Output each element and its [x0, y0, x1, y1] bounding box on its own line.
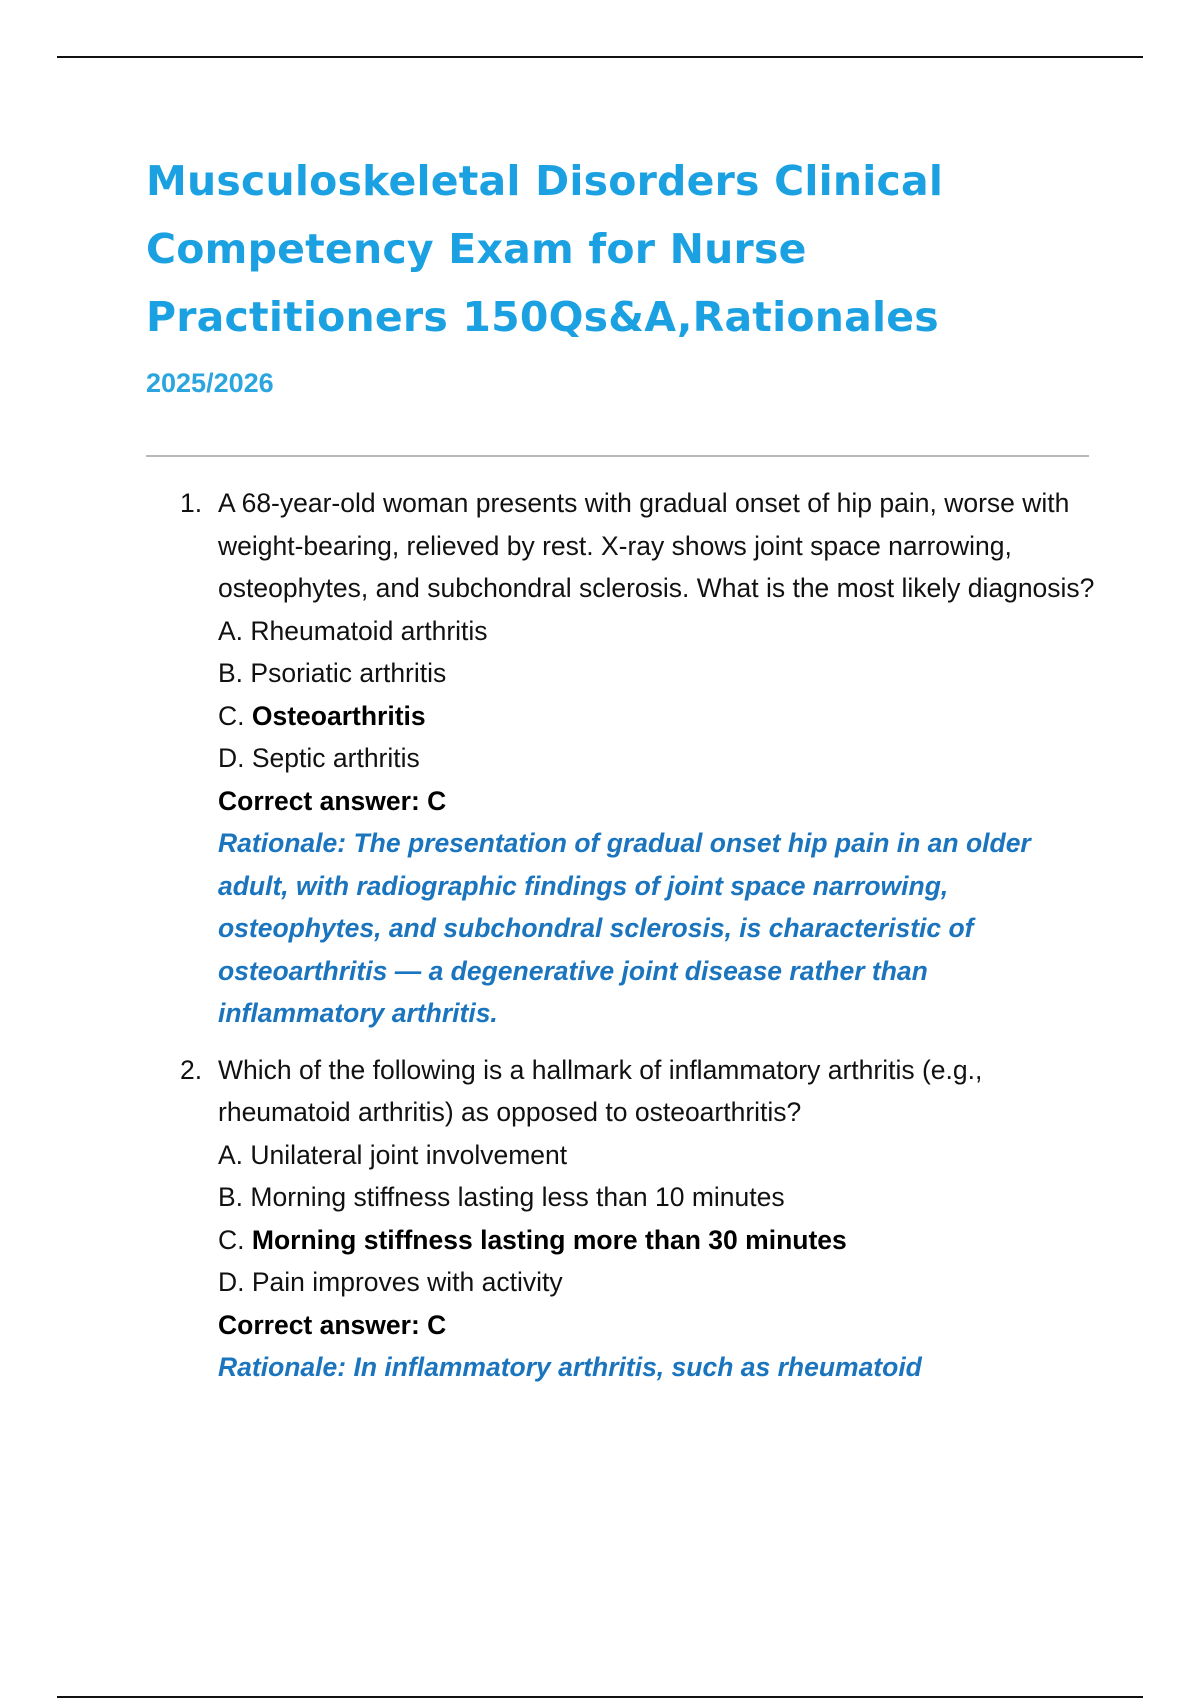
- option-text: Osteoarthritis: [251, 700, 426, 731]
- option-d: [218, 737, 1100, 780]
- option-text: Psoriatic arthritis: [250, 658, 447, 688]
- option-text: Morning stiffness lasting less than 10 minutes: [250, 1182, 785, 1212]
- option-letter: C.: [218, 1224, 245, 1255]
- option-text: Unilateral joint involvement: [250, 1139, 568, 1170]
- option-a: [218, 610, 1100, 653]
- option-text: Pain improves with activity: [251, 1267, 563, 1297]
- page-bottom-rule: [57, 1696, 1143, 1698]
- question-1: [180, 482, 1100, 1035]
- option-c-correct: [218, 1219, 1100, 1262]
- question-list: [180, 482, 1100, 1389]
- option-c-correct: [218, 695, 1100, 738]
- option-text: Morning stiffness lasting more than 30 minutes: [251, 1224, 847, 1255]
- question-stem: Which of the following is a hallmark of inflammatory arthritis (e.g., rheumatoid arthritis) as opposed to osteoarthritis?: [218, 1054, 983, 1127]
- document-title: [146, 147, 1066, 351]
- option-a: [218, 1134, 1100, 1177]
- question-number: 1.: [180, 488, 203, 518]
- rationale: Rationale: The presentation of gradual onset hip pain in an older adult, with radiographic findings of joint space narrowing, osteophytes, and subchondral sclerosis, is characteristic of osteoarthritis — a degenerative joint disease rather than inflammatory arthritis.: [218, 828, 1031, 1028]
- title-line-2: Competency Exam for Nurse: [146, 225, 807, 273]
- correct-answer: Correct answer: C: [218, 1309, 447, 1340]
- option-b: [218, 652, 1100, 695]
- option-letter: A.: [218, 1139, 244, 1170]
- title-line-1: Musculoskeletal Disorders Clinical: [146, 157, 944, 205]
- option-d: [218, 1261, 1100, 1304]
- title-line-3: Practitioners 150Qs&A,Rationales: [146, 293, 939, 341]
- option-letter: B.: [218, 1182, 244, 1212]
- option-letter: D.: [218, 1267, 245, 1297]
- question-2: [180, 1049, 1100, 1389]
- title-divider: [146, 455, 1089, 457]
- option-letter: A.: [218, 615, 244, 646]
- option-letter: D.: [218, 743, 245, 773]
- rationale: Rationale: In inflammatory arthritis, such as rheumatoid: [218, 1352, 922, 1382]
- option-text: Septic arthritis: [251, 743, 420, 773]
- question-number: 2.: [180, 1054, 203, 1085]
- correct-answer: Correct answer: C: [218, 785, 447, 816]
- option-b: [218, 1176, 1100, 1219]
- question-stem: A 68-year-old woman presents with gradual onset of hip pain, worse with weight-bearing, relieved by rest. X-ray shows joint space narrowing, osteophytes, and subchondral sclerosis. What is the most likely diagnosis?: [218, 488, 1095, 603]
- page-top-rule: [57, 56, 1143, 58]
- option-letter: B.: [218, 658, 244, 688]
- document-year: 2025/2026: [146, 368, 274, 398]
- option-text: Rheumatoid arthritis: [250, 615, 488, 646]
- option-letter: C.: [218, 700, 245, 731]
